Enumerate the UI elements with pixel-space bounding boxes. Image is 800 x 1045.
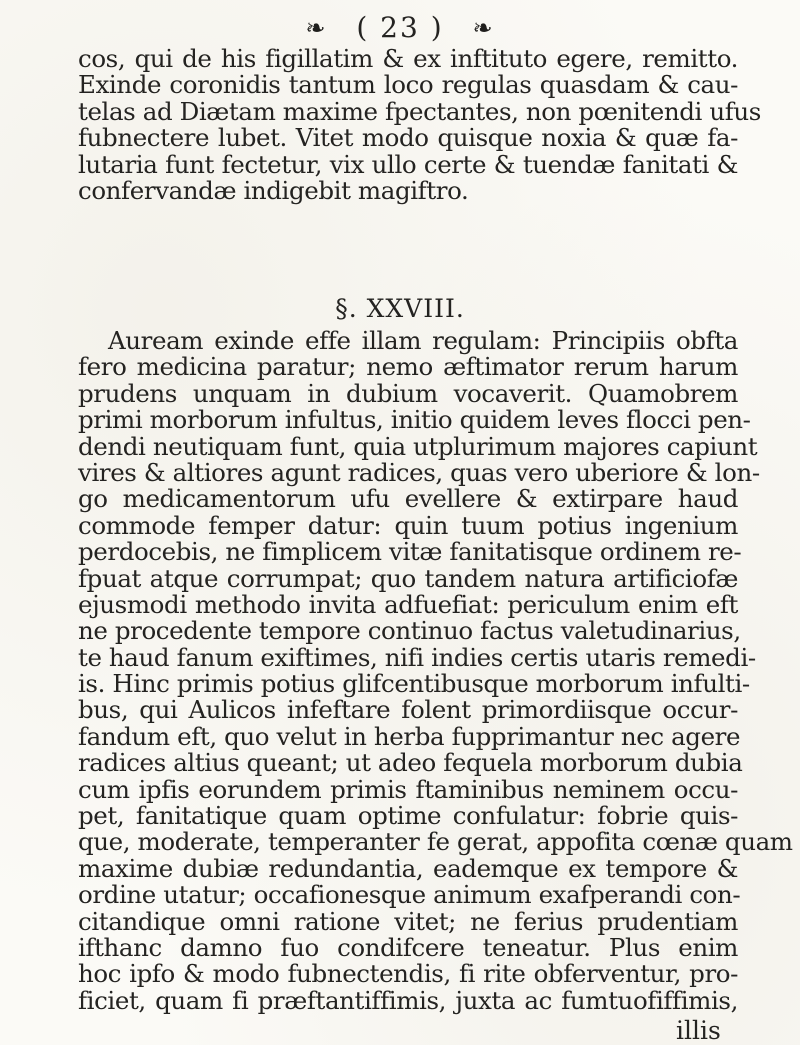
text-line: maxime dubiæ redundantia, eademque ex tempore & [78, 853, 738, 883]
text-line: te haud fanum exiftimes, nifi indies certis utaris remedi- [78, 642, 756, 672]
text-line: dendi neutiquam funt, quia utplurimum majores capiunt [78, 431, 758, 461]
main-paragraph [78, 352, 793, 1015]
text-line: fero medicina paratur; nemo æftimator rerum harum [78, 352, 738, 382]
text-line: Auream exinde effe illam regulam: Principiis obfta [108, 326, 738, 355]
text-line: is. Hinc primis potius glifcentibusque morborum infulti- [78, 669, 750, 699]
text-line: que, moderate, temperanter fe gerat, appofita cœnæ quam [78, 827, 793, 857]
text-line: commode femper datur: quin tuum potius ingenium [78, 510, 738, 540]
text-line: fandum eft, quo velut in herba fupprimantur nec agere [78, 721, 741, 751]
text-line: ifthanc damno fuo condifcere teneatur. Plus enim [78, 932, 738, 962]
first-line-indent [108, 328, 738, 354]
text-line: confervandæ indigebit magiftro. [78, 175, 469, 205]
section-heading: §. XXVIII. [335, 294, 465, 323]
ornament-left-icon: ❧ [305, 13, 328, 42]
text-line: perdocebis, ne fimplicem vitæ fanitatisque ordinem re- [78, 537, 742, 567]
text-line: prudens unquam in dubium vocaverit. Quamobrem [78, 378, 738, 408]
running-header [0, 6, 800, 48]
text-line: citandique omni ratione vitet; ne ferius prudentiam [78, 906, 738, 936]
text-line: Exinde coronidis tantum loco regulas quasdam & cau- [78, 70, 738, 100]
text-line: ejusmodi methodo invita adfuefiat: periculum enim eft [78, 589, 738, 619]
text-line: ordine utatur; occafionesque animum exafperandi con- [78, 880, 741, 910]
ornament-right-icon: ❧ [472, 13, 495, 42]
text-line: hoc ipfo & modo fubnectendis, fi rite obferventur, pro- [78, 959, 738, 989]
text-line: telas ad Diætam maxime fpectantes, non pœnitendi ufus [78, 96, 761, 126]
catchword: illis [676, 1016, 721, 1045]
text-line: primi morborum infultus, initio quidem leves flocci pen- [78, 405, 751, 435]
page-number: ( 23 ) [356, 10, 444, 44]
text-line: pet, fanitatique quam optime confulatur: fobrie quis- [78, 801, 738, 831]
text-line: vires & altiores agunt radices, quas vero uberiore & lon- [78, 457, 760, 487]
text-line: fpuat atque corrumpat; quo tandem natura artificiofæ [78, 563, 738, 593]
text-line: cos, qui de his figillatim & ex inftituto egere, remitto. [78, 44, 738, 73]
text-line: cum ipfis eorundem primis ftaminibus neminem occu- [78, 774, 738, 804]
top-paragraph [78, 44, 761, 205]
text-line: ne procedente tempore continuo factus valetudinarius, [78, 616, 741, 646]
text-line: bus, qui Aulicos infeftare folent primordiisque occur- [78, 695, 738, 725]
text-line: ficiet, quam fi præftantiffimis, juxta ac fumtuofiffimis, [78, 985, 738, 1015]
text-line: go medicamentorum ufu evellere & extirpare haud [78, 484, 738, 514]
text-line: lutaria funt fectetur, vix ullo certe & tuendæ fanitati & [78, 149, 738, 179]
text-line: fubnectere lubet. Vitet modo quisque noxia & quæ fa- [78, 123, 738, 153]
text-line: radices altius queant; ut adeo fequela morborum dubia [78, 748, 743, 778]
